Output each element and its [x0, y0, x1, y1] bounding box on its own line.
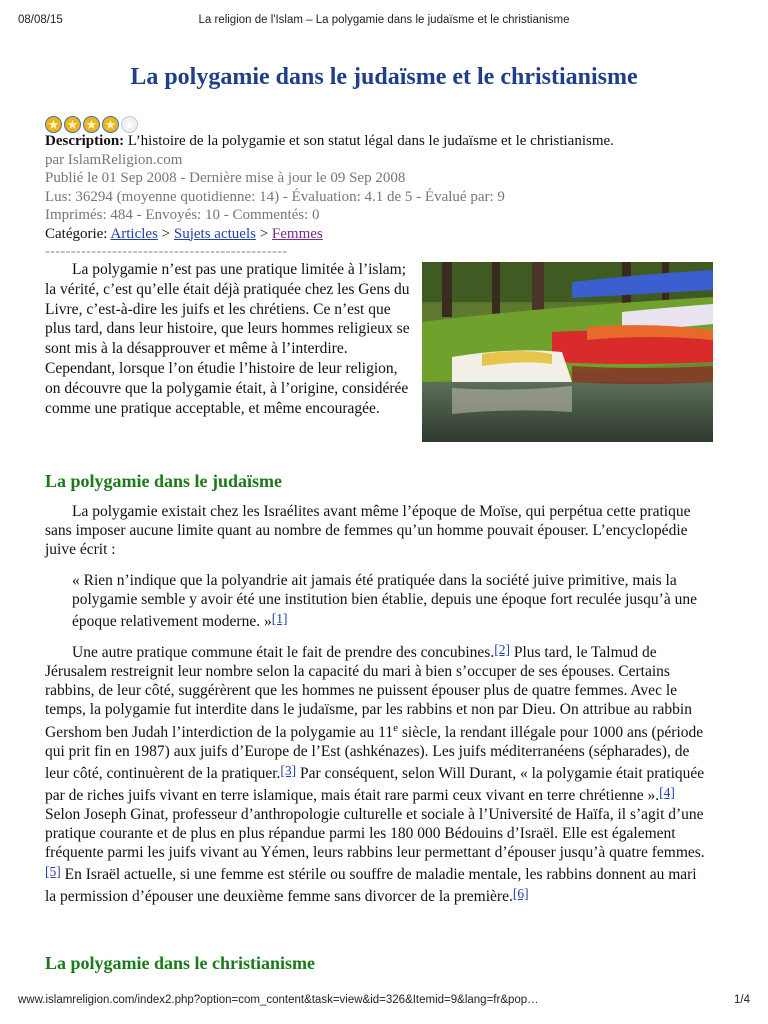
star-icon[interactable]: ★ [45, 116, 62, 133]
paragraph-2-text-f: En Israël actuelle, si une femme est stérile ou souffre de maladie mentale, les rabbins donnent au mari la permission d’épouser une deuxième femme sans divorcer de la première. [45, 866, 697, 905]
paragraph-2-text-b: Plus tard, le Talmud de Jérusalem restreignit leur nombre selon la capacité du mari à bien s’occuper de ses épouses. Certains rabbins, de leur côté, suggérèrent que les hommes ne puissent épouser plus de quatre femmes. Avec le temps, la polygamie fut interdite dans le judaïsme, par les rabbins et non par Dieu. On attribue au rabbin Gershom ben Judah l’interdiction de la polygamie au 11 [45, 644, 692, 741]
category-separator: > [161, 225, 171, 242]
footnote-link-1[interactable]: [1] [271, 611, 288, 626]
superscript-e: e [393, 722, 398, 734]
article-meta [45, 132, 725, 259]
description-row [45, 132, 725, 151]
garden-photo [422, 262, 713, 442]
stats-line-1: Lus: 36294 (moyenne quotidienne: 14) - Évaluation: 4.1 de 5 - Évalué par: 9 [45, 188, 505, 205]
paragraph-2-text-a: Une autre pratique commune était le fait de prendre des concubines. [72, 644, 495, 661]
star-icon[interactable]: ★ [83, 116, 100, 133]
category-link-articles[interactable]: Articles [110, 225, 158, 242]
category-separator: > [259, 225, 269, 242]
published-line: Publié le 01 Sep 2008 - Dernière mise à jour le 09 Sep 2008 [45, 170, 406, 186]
print-url: www.islamreligion.com/index2.php?option=com_content&task=view&id=326&Itemid=9&lang=fr&pop… [18, 994, 539, 1006]
section-heading-judaisme: La polygamie dans le judaïsme [45, 471, 283, 491]
paragraph-2-text-c: siècle, la rendant illégale pour 1000 ans (période qui prit fin en 1987) aux juifs d’Europe de l’Est (ashkénazes). Les juifs méditerranéens (sépharades), de leur côté, continuèrent de la pratiquer. [45, 724, 704, 782]
stats-line-2: Imprimés: 484 - Envoyés: 10 - Commentés: 0 [45, 207, 320, 223]
paragraph-2-text-e: Selon Joseph Ginat, professeur d’anthropologie culturelle et sociale à l’Université de Haïfa, il s’agit d’une pratique courante et de plus en plus répandue parmi les 180 000 Bédouins d’Israël. Elle est également fréquente parmi les juifs vivant au Yémen, leurs rabbins leur permettant d’épouser jusqu’à quatre femmes. [45, 806, 705, 861]
print-title: La religion de l'Islam – La polygamie dans le judaïsme et le christianisme [198, 14, 570, 26]
intro-paragraph: La polygamie n’est pas une pratique limitée à l’islam; la vérité, c’est qu’elle était déjà pratiquée chez les Gens du Livre, c’est-à-dire les juifs et les chrétiens. Ce n’est que plus tard, dans leur histoire, que leurs hommes religieux se sont mis à la désapprouver et même à l’interdire. Cependant, lorsque l’on étudie l’histoire de leur religion, on découvre que la polygamie était, à l’origine, considérée comme une pratique acceptable, et même encouragée. [45, 261, 410, 417]
star-empty-icon[interactable]: ★ [121, 116, 138, 133]
divider: ----------------------------------------------- [45, 244, 288, 259]
article-title: La polygamie dans le judaïsme et le christianisme [130, 64, 638, 90]
section-heading-christianisme: La polygamie dans le christianisme [45, 953, 316, 973]
page-number: 1/4 [734, 994, 750, 1006]
paragraph-2-text-d: Par conséquent, selon Will Durant, « la polygamie était pratiquée par de riches juifs vivant en terre islamique, mais était rare parmi ceux vivant en terre chrétienne ». [45, 765, 705, 804]
footnote-link-6[interactable]: [6] [512, 886, 529, 901]
author-line: par IslamReligion.com [45, 151, 183, 168]
category-row [45, 225, 725, 244]
footnote-link-5[interactable]: [5] [45, 864, 61, 879]
category-label: Catégorie: [45, 225, 108, 242]
print-date: 08/08/15 [18, 14, 63, 26]
star-icon[interactable]: ★ [102, 116, 119, 133]
star-icon[interactable]: ★ [64, 116, 81, 133]
footnote-link-2[interactable]: [2] [494, 642, 510, 657]
category-link-femmes[interactable]: Femmes [271, 225, 323, 242]
description-text: L’histoire de la polygamie et son statut légal dans le judaïsme et le christianisme. [127, 133, 614, 149]
category-link-sujets[interactable]: Sujets actuels [173, 225, 256, 242]
footnote-link-3[interactable]: [3] [280, 763, 297, 778]
print-footer [18, 994, 750, 1010]
quote-text: « Rien n’indique que la polyandrie ait jamais été pratiquée dans la société juive primitive, mais la polygamie semble y avoir été une institution bien établie, depuis une époque fort reculée jusqu’à une époque relativement moderne. » [72, 572, 697, 630]
paragraph-1: La polygamie existait chez les Israélites avant même l’époque de Moïse, qui perpétua cette pratique sans imposer aucune limite quant au nombre de femmes qu’un homme pouvait épouser. L’encyclopédie juive écrit : [45, 503, 691, 558]
paragraph-2 [45, 640, 707, 906]
description-label: Description: [45, 133, 125, 149]
footnote-link-4[interactable]: [4] [659, 785, 675, 800]
rating-stars[interactable] [45, 116, 138, 132]
print-header [18, 14, 750, 30]
encyclopedia-quote [72, 571, 712, 631]
